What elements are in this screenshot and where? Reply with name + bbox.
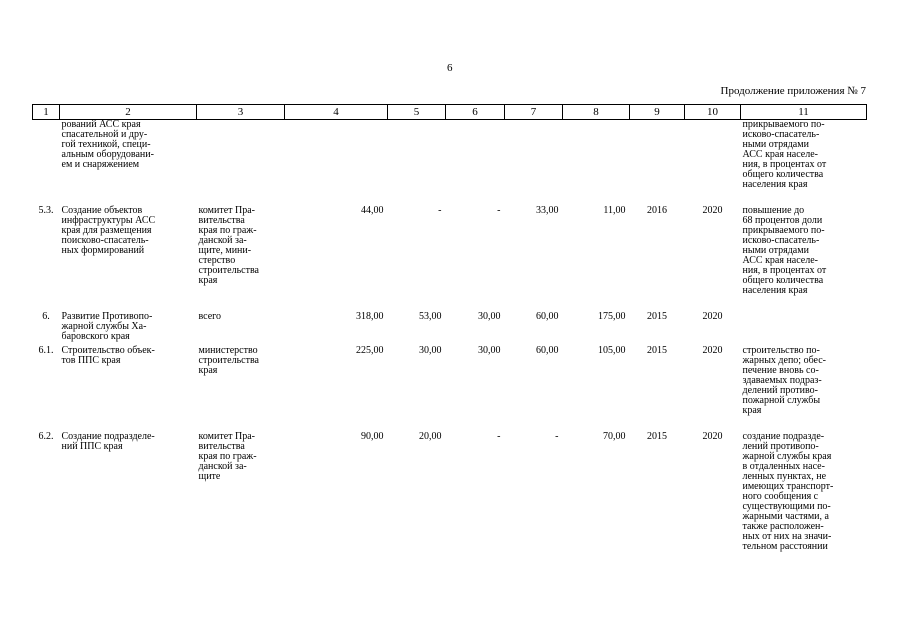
row-measure-name: Создание объектов инфраструктуры АСС края для размещения поисково-спасатель- ных формирований bbox=[61, 205, 156, 256]
row-year-value: - bbox=[497, 431, 501, 442]
row-year-value: - bbox=[555, 431, 559, 442]
row-year-value bbox=[563, 120, 630, 191]
row-start-year: 2015 bbox=[647, 431, 667, 442]
row-year-value: 30,00 bbox=[419, 345, 442, 356]
table-row bbox=[33, 120, 867, 191]
row-measure-name: Развитие Противопо- жарной службы Ха- баровского края bbox=[61, 311, 153, 342]
row-year-value: - bbox=[438, 205, 442, 216]
row-year-value: 60,00 bbox=[536, 311, 559, 322]
table-row bbox=[33, 346, 867, 416]
header-cell: 1 bbox=[33, 105, 60, 120]
header-row bbox=[33, 105, 867, 120]
header-cell: 11 bbox=[741, 105, 867, 120]
row-result: повышение до 68 процентов доли прикрываемого по- исково-спасатель- ными отрядами АСС края населе- ния, в процентах от общего количества населения края bbox=[742, 205, 827, 296]
row-executor: комитет Пра- вительства края по граж- данской за- щите, мини- стерство строительства края bbox=[198, 205, 259, 286]
page-number: 6 bbox=[447, 62, 453, 74]
row-executor: министерство строительства края bbox=[198, 345, 259, 376]
row-number: 6. bbox=[42, 311, 50, 322]
row-year-value bbox=[388, 120, 446, 191]
row-result: прикрываемого по- исково-спасатель- ными отрядами АСС края населе- ния, в процентах от общего количества населения края bbox=[742, 119, 827, 190]
row-year-value bbox=[505, 120, 563, 191]
row-spacer bbox=[33, 296, 867, 312]
row-executor bbox=[197, 120, 285, 191]
header-cell: 3 bbox=[197, 105, 285, 120]
row-year-value: 105,00 bbox=[598, 345, 626, 356]
row-total: 318,00 bbox=[356, 311, 384, 322]
row-end-year bbox=[685, 120, 741, 191]
row-end-year: 2020 bbox=[702, 431, 723, 442]
row-year-value: 53,00 bbox=[419, 311, 442, 322]
row-spacer bbox=[33, 190, 867, 206]
appendix-caption: Продолжение приложения № 7 bbox=[720, 85, 866, 97]
program-table bbox=[32, 104, 867, 552]
table-row bbox=[33, 312, 867, 342]
header-cell: 6 bbox=[446, 105, 505, 120]
row-total: 44,00 bbox=[361, 205, 384, 216]
row-result: создание подразде- лений противопо- жарной службы края в отдаленных насе- ленных пунктах, не имеющих транспорт- ного сообщения с существующими по- жарными частями, а также расположен- ных от них на значи- тельном расстоянии bbox=[742, 431, 834, 552]
row-result: строительство по- жарных депо; обес- печение вновь со- здаваемых подраз- делений противо- пожарной службы края bbox=[742, 345, 826, 416]
row-start-year: 2015 bbox=[647, 345, 667, 356]
header-cell: 7 bbox=[505, 105, 563, 120]
row-end-year: 2020 bbox=[702, 345, 723, 356]
row-start-year bbox=[630, 120, 685, 191]
row-measure-name: Создание подразделе- ний ППС края bbox=[61, 431, 155, 452]
row-year-value: 60,00 bbox=[536, 345, 559, 356]
row-number: 6.2. bbox=[38, 431, 54, 442]
row-total: 225,00 bbox=[356, 345, 384, 356]
row-spacer bbox=[33, 416, 867, 432]
row-result bbox=[741, 312, 867, 342]
row-year-value: 175,00 bbox=[598, 311, 626, 322]
header-cell: 2 bbox=[60, 105, 197, 120]
table-row bbox=[33, 206, 867, 296]
row-year-value: 70,00 bbox=[603, 431, 626, 442]
row-year-value bbox=[446, 120, 505, 191]
row-number: 6.1. bbox=[38, 345, 54, 356]
row-start-year: 2015 bbox=[647, 311, 667, 322]
row-number: 5.3. bbox=[38, 205, 54, 216]
row-total bbox=[285, 120, 388, 191]
row-number bbox=[33, 120, 60, 191]
header-cell: 8 bbox=[563, 105, 630, 120]
row-start-year: 2016 bbox=[647, 205, 667, 216]
row-year-value: 33,00 bbox=[536, 205, 559, 216]
row-executor: комитет Пра- вительства края по граж- данской за- щите bbox=[198, 431, 257, 482]
row-year-value: 30,00 bbox=[478, 345, 501, 356]
row-year-value: 30,00 bbox=[478, 311, 501, 322]
header-cell: 9 bbox=[630, 105, 685, 120]
table-row bbox=[33, 432, 867, 552]
header-cell: 5 bbox=[388, 105, 446, 120]
row-end-year: 2020 bbox=[702, 311, 723, 322]
row-year-value: 11,00 bbox=[603, 205, 626, 216]
header-cell: 4 bbox=[285, 105, 388, 120]
header-cell: 10 bbox=[685, 105, 741, 120]
row-executor: всего bbox=[198, 311, 222, 322]
row-measure-name: рований АСС края спасательной и дру- гой техникой, специ- альным оборудовани- ем и снаряжением bbox=[61, 119, 154, 170]
row-year-value: 20,00 bbox=[419, 431, 442, 442]
row-measure-name: Строительство объек- тов ППС края bbox=[61, 345, 155, 366]
row-end-year: 2020 bbox=[702, 205, 723, 216]
row-year-value: - bbox=[497, 205, 501, 216]
row-total: 90,00 bbox=[361, 431, 384, 442]
